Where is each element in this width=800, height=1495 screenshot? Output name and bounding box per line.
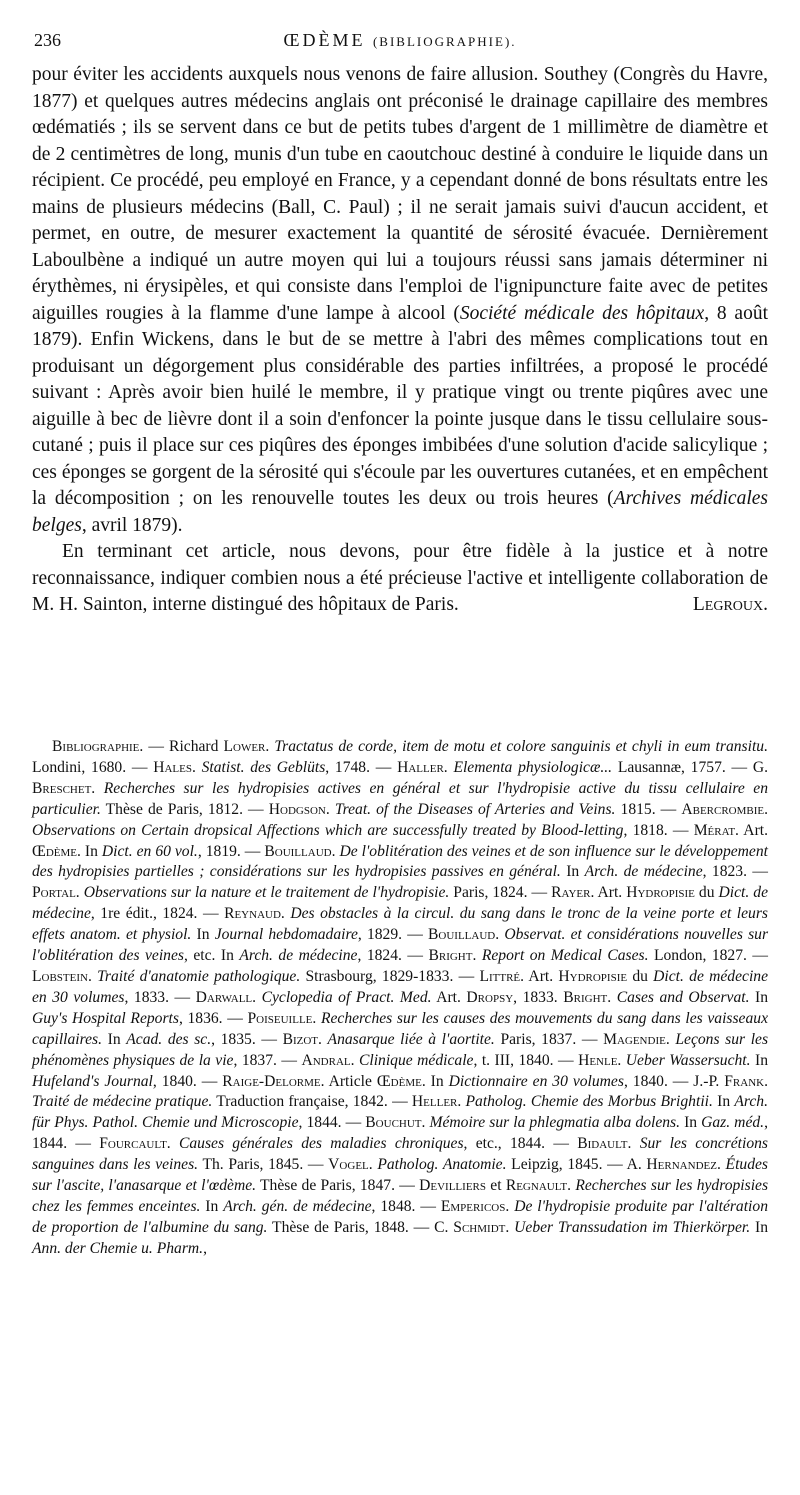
bibliography-run: , (203, 1239, 207, 1257)
running-head (32, 30, 768, 54)
p1-citation-1: Société médicale des hôpitaux (459, 302, 705, 324)
bibliography-run (171, 1135, 179, 1152)
bibliography-run: Bouillaud. (428, 926, 500, 944)
bibliography-run: Magendie. (603, 1030, 670, 1048)
bibliography-run: Traité d'anatomie pathologique. (97, 967, 301, 985)
bibliography-run: In (102, 1030, 127, 1048)
bibliography-run: , 1840. — (152, 1072, 223, 1090)
bibliography-run: Hodgson. (268, 800, 330, 818)
bibliography-run: Traduction française, 1842. — (212, 1093, 412, 1111)
bibliography-run: Bouchut. (365, 1114, 426, 1132)
bibliography-run: Bright. (428, 947, 477, 965)
bibliography-run: Arch. de médecine (584, 863, 703, 881)
p1-text-c: , avril 1879). (81, 514, 183, 536)
bibliography-run: Paris, 1824. — (449, 884, 552, 902)
bibliography-run: In (749, 988, 769, 1006)
bibliography-run: Hydropisie (558, 967, 628, 985)
bibliography-paragraph (32, 737, 768, 1260)
bibliography-run: Observat. et considérations nouvelles sur l'oblitération des veines (32, 926, 769, 965)
bibliography-run: Mérat. (693, 821, 739, 839)
bibliography-run: Henle. (578, 1051, 622, 1069)
bibliography-run: Bright. (563, 988, 612, 1006)
bibliography-run: Dict. de médecine en 30 volumes (32, 967, 768, 1006)
bibliography-run: Art. (594, 884, 627, 902)
bibliography-run: Raige-Delorme. (222, 1072, 325, 1090)
bibliography-run: , 1836. — (178, 1009, 248, 1027)
bibliography-run: In (425, 1072, 449, 1090)
bibliography-run: Journal hebdomadaire (214, 926, 358, 944)
bibliography-run: Lobstein. (32, 967, 92, 985)
bibliography-run: Art. (524, 967, 559, 985)
bibliography-run: Cyclopedia of Pract. Med. (261, 988, 432, 1006)
bibliography-run: du (694, 884, 719, 902)
bibliography-run: et (486, 1177, 506, 1195)
bibliography-run: , 1829. — (357, 926, 429, 944)
bibliography-run: Mémoire sur la phlegmatia alba dolens. (429, 1114, 681, 1132)
bibliography-run: Abercrombie. (681, 800, 769, 818)
bibliography-run: Traité de médecine pratique. (32, 1093, 213, 1111)
bibliography-run: Andral. (301, 1051, 355, 1069)
bibliography-run: Dict. de médecine (32, 884, 769, 923)
bibliography-run: Fourcault. (99, 1135, 171, 1153)
bibliography-run: Art. (738, 821, 768, 839)
bibliography-run: Vogel. (328, 1156, 373, 1174)
bibliography-run: De l'oblitération des veines et de son influence sur le développement des hydropisies partielles ; considérations sur les hydropisies passives en général. (32, 842, 768, 881)
page-header-title (32, 30, 768, 51)
bibliography-run: Regnault. (505, 1177, 572, 1195)
bibliography-run: Report on Medical Cases. (481, 947, 649, 965)
p1-text-a: pour éviter les accidents auxquels nous venons de faire allusion. Southey (Congrès du Havre, 1877) et quelques autres médecins anglais ont préconisé le drainage capillaire des membres œdématiés ; ils se servent dans ce but de petits tubes d'argent de 1 millimètre de diamètre et de 2 centimètres de long, munis d'un tube en caoutchouc destiné à conduire le liquide dans un récipient. Ce procédé, peu employé en France, y a cependant donné de bons résultats entre les mains de plusieurs médecins (Ball, C. Paul) ; il ne serait jamais suivi d'aucun accident, et permet, en outre, de mesurer exactement la quantité de sérosité évacuée. Dernièrement Laboulbène a indiqué un autre moyen qui lui a toujours réussi sans jamais déterminer ni érythèmes, ni érysipèles, et qui consiste dans l'emploi de l'ignipuncture faite avec de petites aiguilles rougies à la flamme d'une lampe à alcool ( (32, 64, 768, 324)
bibliography-run: Bidault. (577, 1135, 632, 1153)
bibliography-run: Patholog. Anatomie. (377, 1156, 507, 1174)
bibliography-run: Acad. des sc. (126, 1030, 212, 1048)
bibliography-run: Haller. (397, 758, 448, 776)
bibliography-run: Leipzig, 1845. — A. (506, 1156, 647, 1174)
bibliography-run: In (680, 1114, 702, 1132)
bibliography-run: , 1844. — (298, 1114, 366, 1132)
header-title-sub: (BIBLIOGRAPHIE). (372, 34, 517, 49)
bibliography-run: Schmidt. (453, 1218, 510, 1236)
bibliography-run: Article (324, 1072, 377, 1090)
bibliography-run: , 1824. — (357, 947, 429, 965)
p1-citation-2: Archives médicales belges (32, 488, 768, 536)
bibliography-run: 1815. — (615, 800, 682, 818)
bibliography-run: Arch. für Phys. Pathol. Chemie und Microscopie (32, 1093, 768, 1132)
bibliography-run: De l'hydropisie produite par l'altération de proportion de l'albumine du sang. (32, 1197, 768, 1236)
bibliography-run: Ann. der Chemie u. Pharm. (32, 1239, 204, 1257)
bibliography-run: Ueber Wassersucht. (625, 1051, 751, 1069)
p1-text-b: , 8 août 1879). Enfin Wickens, dans le but de se mettre à l'abri des mêmes complications tout en produisant un dégorgement plus considérable des parties infiltrées, a proposé le procédé suivant : Après avoir bien huilé le membre, il y pratique vingt ou trente piqûres avec une aiguille à bec de lièvre dont il a soin d'enfoncer la pointe jusque dans le tissu cellulaire sous-cutané ; puis il place sur ces piqûres des éponges imbibées d'une solution d'acide salicylique ; ces éponges se gorgent de la sérosité qui s'écoule par les ouvertures cutanées, et en empêchent la décomposition ; on les renouvelle toutes les deux ou trois heures ( (32, 302, 769, 509)
bibliography-run: , 1833. — (124, 988, 196, 1006)
bibliography-run: Paris, 1837. — (494, 1030, 604, 1048)
bibliography-run: Reynaud. (224, 905, 285, 923)
bibliography-run: Gaz. méd. (701, 1114, 765, 1132)
header-title-main: ŒDÈME (283, 30, 366, 50)
paragraph-1 (32, 62, 768, 539)
bibliography-run: Recherches sur les hydropisies actives en général et sur l'hydropisie active du tissu cellulaire en particulier. (32, 779, 768, 818)
bibliography-run: Portal. (32, 884, 80, 902)
bibliography-run: Frank. (724, 1072, 768, 1090)
bibliography-run: , etc. In (183, 947, 240, 965)
bibliography-run: , 1833. (513, 988, 564, 1006)
bibliography-run: Hales. (153, 758, 196, 776)
bibliography-run: Lower. (223, 738, 270, 755)
bibliography-run: Observations on Certain dropsical Affections which are successfully treated by Blood-letting (32, 821, 624, 839)
bibliography-run: Statist. des Geblüts (201, 758, 326, 776)
bibliography-run (631, 1135, 639, 1152)
bibliography-run: Arch. gén. de médecine (223, 1197, 372, 1215)
bibliography-run: Heller. (411, 1093, 462, 1111)
bibliography-run: Strasbourg, 1829-1833. — (300, 967, 480, 985)
bibliography-run: , 1818. — (623, 821, 694, 839)
bibliography-run: Œdème. (32, 842, 81, 860)
bibliography-run: Causes générales des maladies chroniques (178, 1135, 464, 1153)
bibliography-run: , etc., 1844. — (463, 1135, 578, 1153)
bibliography-run: Dictionnaire en 30 volumes (448, 1072, 624, 1090)
bibliography-run: Thèse de Paris, 1812. — (100, 800, 269, 818)
bibliography-run: Darwall. (195, 988, 257, 1006)
bibliography-run: , 1837. — (233, 1051, 302, 1069)
bibliography-run: du (627, 967, 654, 985)
bibliography-run: Hufeland's Journal (32, 1072, 153, 1090)
main-text (32, 62, 768, 619)
bibliography-run: Recherches sur les hydropisies chez les femmes enceintes. (32, 1177, 769, 1215)
bibliography-run: In (191, 926, 215, 944)
bibliography-run: , 1840. — J.-P. (623, 1072, 725, 1090)
bibliography-run: Lausannæ, 1757. — G. (612, 758, 769, 776)
bibliography-run: Anasarque liée à l'aortite. (327, 1030, 495, 1048)
author-signature: Legroux. (692, 594, 768, 615)
bibliography-run: Leçons sur les phénomènes physiques de la vie (32, 1030, 769, 1069)
bibliography-run: In (712, 1093, 735, 1111)
bibliography-run: , 1823. — (702, 863, 768, 881)
bibliography-run: Patholog. Chemie des Morbus Brightii. (465, 1093, 713, 1111)
bibliography-run: Littré. (479, 967, 525, 985)
bibliography-run: In (200, 1197, 224, 1215)
bibliography-run: Tractatus de corde, item de motu et colore sanguinis et chyli in eum transitu. (274, 738, 768, 755)
bibliography-run: In (80, 842, 102, 860)
bibliography-run: , 1748. — (325, 758, 398, 776)
bibliography-run: Hernandez. (646, 1156, 721, 1174)
bibliography-run: In (750, 1218, 768, 1236)
bibliography-run: Poiseuille. (247, 1009, 317, 1027)
bibliography-run: Bouillaud. (264, 842, 336, 860)
bibliography-run: Cases and Observat. (616, 988, 750, 1006)
bibliography-run: Thèse de Paris, 1847. — (256, 1177, 420, 1195)
bibliography-run: Empericos. (440, 1197, 510, 1215)
bibliography (32, 737, 768, 1260)
bibliography-run: Œdème. (376, 1072, 426, 1090)
bibliography-run (95, 780, 104, 797)
bibliography-run: Ueber Transsudation im Thierkörper. (514, 1218, 751, 1236)
bibliography-run: Études sur l'ascite, l'anasarque et l'œdème. (32, 1156, 768, 1195)
bibliography-run: Rayer. (551, 884, 595, 902)
page-number: 236 (34, 30, 61, 50)
bibliography-run: Recherches sur les causes des mouvements du sang dans les vaisseaux capillaires. (32, 1009, 768, 1048)
bibliography-run: In (560, 863, 585, 881)
bibliography-run: Arch. de médecine (239, 947, 358, 965)
bibliography-run: Dict. en 60 vol. (101, 842, 198, 860)
bibliography-run: , 1848. — (371, 1197, 441, 1215)
bibliography-run: Bibliographie. (52, 738, 144, 755)
bibliography-run: Elementa physiologicæ... (453, 758, 613, 776)
bibliography-run: Devilliers (419, 1177, 486, 1195)
bibliography-run: , 1re édit., 1824. — (90, 905, 225, 923)
bibliography-run: Des obstacles à la circul. du sang dans le tronc de la veine porte et leurs effets anatom. et physiol. (32, 905, 768, 944)
bibliography-run: , 1835. — (211, 1030, 283, 1048)
bibliography-run: Sur les concrétions sanguines dans les veines. (32, 1135, 768, 1174)
bibliography-run: Observations sur la nature et le traitement de l'hydropisie. (83, 884, 450, 902)
paragraph-2 (32, 539, 768, 619)
bibliography-run: Dropsy (466, 988, 514, 1006)
bibliography-run: Thèse de Paris, 1848. — C. (267, 1218, 454, 1236)
bibliography-run: Art. (431, 988, 467, 1006)
bibliography-run: Breschet. (32, 779, 96, 797)
bibliography-run: , 1819. — (197, 842, 265, 860)
bibliography-run: Londini, 1680. — (32, 758, 154, 776)
bibliography-run: Guy's Hospital Reports (32, 1009, 179, 1027)
bibliography-run: , t. III, 1840. — (473, 1051, 579, 1069)
bibliography-run: Clinique médicale (358, 1051, 474, 1069)
bibliography-run: Hydropisie (626, 884, 695, 902)
bibliography-run: Th. Paris, 1845. — (198, 1156, 329, 1174)
bibliography-run: Treat. of the Diseases of Arteries and Veins. (334, 800, 616, 818)
bibliography-run: London, 1827. — (648, 947, 768, 965)
bibliography-run: — Richard (143, 738, 224, 755)
bibliography-run: In (750, 1051, 768, 1069)
bibliography-run: , 1844. — (32, 1114, 768, 1153)
bibliography-run: Bizot. (282, 1030, 322, 1048)
p2-text: En terminant cet article, nous devons, pour être fidèle à la justice et à notre reconnaissance, indiquer combien nous a été précieuse l'active et intelligente collaboration de M. H. Sainton, interne distingué des hôpitaux de Paris. (32, 541, 768, 615)
